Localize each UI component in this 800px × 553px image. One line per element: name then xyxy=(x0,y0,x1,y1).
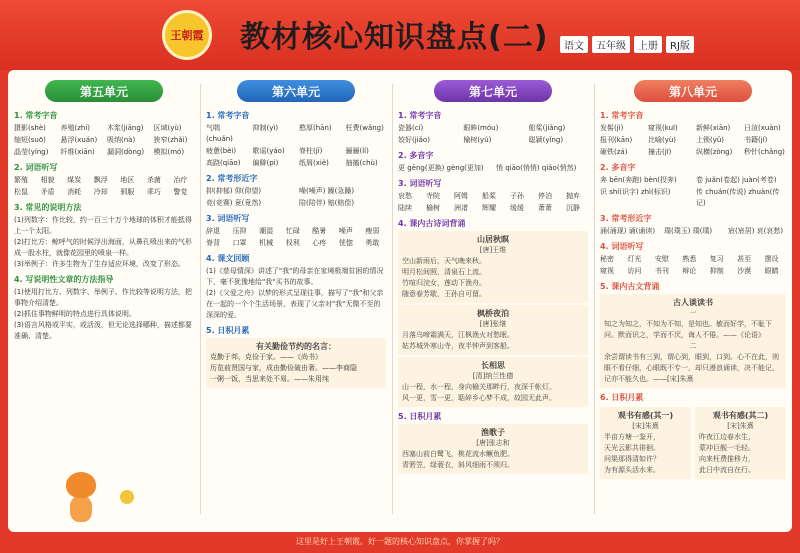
word-item: 机械 xyxy=(259,239,274,247)
poem-line: 明月松间照，清泉石上流。 xyxy=(402,268,486,276)
unit7-heading: 第七单元 xyxy=(434,80,552,102)
word-item: 访问 xyxy=(627,267,642,275)
unit8-prose-box xyxy=(600,294,786,388)
pinyin-item: 晶莹(yíng) xyxy=(14,148,49,156)
pinyin-item: 摄影(shè) xyxy=(14,124,46,132)
similar-char-item: 宸(宸居) 哀(哀愁) xyxy=(728,227,784,235)
pinyin-item: 榆树(yú) xyxy=(463,136,492,144)
word-item: 缓缓 xyxy=(510,204,524,212)
poem-author: [唐]王维 xyxy=(479,246,507,254)
column-divider xyxy=(392,84,393,514)
unit5-column xyxy=(14,80,194,526)
word-item: 抑制 xyxy=(709,267,724,275)
word-item: 摆设 xyxy=(764,255,779,263)
similar-char-item: 竞(竞赛) 竟(竟然) xyxy=(206,199,262,207)
unit6-heading: 第六单元 xyxy=(237,80,355,102)
word-item: 甚至 xyxy=(737,255,752,263)
poem-lines xyxy=(402,449,584,471)
poem-box xyxy=(398,231,588,303)
pinyin-item: 缩短(suō) xyxy=(14,136,46,144)
pinyin-item: 气喘(chuǎn) xyxy=(206,124,233,143)
poem-box xyxy=(695,407,786,479)
word-item: 恍惚 xyxy=(338,239,353,247)
word-item: 松鼠 xyxy=(14,188,28,196)
poem-line: 月落乌啼霜满天，江枫渔火对愁眠。 xyxy=(402,331,514,339)
unit6-section-pinyin: 1. 常考字音 xyxy=(206,111,250,120)
unit8-similar-grid xyxy=(600,226,786,237)
unit8-section-prose: 5. 课内古文背诵 xyxy=(600,282,660,291)
logo-text: 王朝霞 xyxy=(170,29,204,42)
poem-title: 观书有感(其二) xyxy=(712,411,769,420)
quote-line: 历览前贤国与家，成由勤俭破由奢。——李商隐 xyxy=(210,364,357,372)
word-item: 忙碌 xyxy=(285,227,300,235)
pinyin-item: 脊柱(jǐ) xyxy=(299,147,323,155)
method-item: (3)举例子：许多生物为了生存适应环境，改变了形态。 xyxy=(14,260,185,268)
fox-mascot-illustration xyxy=(60,470,102,524)
poem-line: 山一程，水一程，身向榆关那畔行，夜深千帐灯。 xyxy=(402,383,556,391)
unit6-pinyin-grid xyxy=(206,123,386,169)
pinyin-item: 瓷器(cí) xyxy=(398,124,424,132)
guide-item: (1)使用打比方、列数字、举例子、作比较等说明方法，把事物介绍清楚。 xyxy=(14,288,192,307)
prose-sub2: 二 xyxy=(689,342,697,350)
pinyin-item: 新鲜(xiān) xyxy=(696,124,731,132)
unit6-section-review: 4. 课文回顾 xyxy=(206,254,250,263)
word-item: 子孙 xyxy=(510,192,524,200)
similar-char-item: 涌(涌现) 诵(诵读) xyxy=(600,227,656,235)
pinyin-item: 偏僻(pì) xyxy=(252,159,279,167)
polyphone-item: 更 gēng(更换) gèng(更加) xyxy=(398,164,484,172)
similar-char-item: 陪(陪伴) 赔(赔偿) xyxy=(299,199,355,207)
word-item: 哀愁 xyxy=(398,192,412,200)
word-item: 乖巧 xyxy=(146,188,161,196)
unit7-section-poly: 2. 多音字 xyxy=(398,151,434,160)
word-item: 沙漠 xyxy=(737,267,752,275)
unit7-section-words: 3. 词语听写 xyxy=(398,179,442,188)
word-item: 酷暑 xyxy=(312,227,327,235)
tag-volume: 上册 xyxy=(634,36,662,53)
unit8-words-grid xyxy=(600,254,786,277)
tag-edition: RJ版 xyxy=(666,36,694,53)
word-item: 飘浮 xyxy=(93,176,108,184)
unit7-section-extra: 5. 日积月累 xyxy=(398,412,442,421)
unit5-section-words: 2. 词语听写 xyxy=(14,163,58,172)
unit6-section-quote: 5. 日积月累 xyxy=(206,326,250,335)
similar-char-item: 璞(璞玉) 璞(璞) xyxy=(664,227,713,235)
poem-line: 天光云影共徘徊。 xyxy=(604,444,660,452)
pinyin-item: 抽搐(chù) xyxy=(345,159,378,167)
pinyin-item: 眼眸(móu) xyxy=(463,124,499,132)
pinyin-item: 疲惫(bèi) xyxy=(206,147,237,155)
unit6-quote-box xyxy=(206,338,386,388)
unit7-section-pinyin: 1. 常考字音 xyxy=(398,111,442,120)
unit6-similar-grid xyxy=(206,186,386,209)
unit7-poems xyxy=(398,231,588,407)
word-item: 陆续 xyxy=(398,204,412,212)
unit6-review xyxy=(206,266,386,321)
poem-line: 此日中流自在行。 xyxy=(699,466,755,474)
word-item: 安慰 xyxy=(654,255,669,263)
pinyin-item: 日渲(xuàn) xyxy=(744,124,781,132)
poem-box xyxy=(600,407,691,479)
poem-line: 西塞山前白鹭飞，桃花流水鳜鱼肥。 xyxy=(402,450,514,458)
polyphone-item: 识 shí(识字) zhì(标识) xyxy=(600,188,671,196)
word-item: 沉静 xyxy=(566,204,580,212)
unit5-methods xyxy=(14,215,194,270)
poem-box xyxy=(398,305,588,355)
pinyin-item: 聪颖(yǐng) xyxy=(528,136,564,144)
word-item: 辉耀 xyxy=(482,204,496,212)
pinyin-item: 纤维(xiān) xyxy=(60,148,95,156)
word-item: 矛盾 xyxy=(40,188,55,196)
guide-item: (2)抓住事物鲜明的特点进行具体说明。 xyxy=(14,310,136,318)
pinyin-item: 憨厚(hān) xyxy=(299,124,332,132)
pinyin-item: 模拟(mó) xyxy=(153,148,185,156)
word-item: 勇敢 xyxy=(365,239,380,247)
review-item: (2)《父爱之舟》以梦的形式呈现往事，描写了"我"和父亲在一起的一个个生活场景，表现了父亲对"我"无微不至的深深的爱。 xyxy=(206,289,384,319)
pinyin-item: 漏洞(dòng) xyxy=(107,148,145,156)
prose-title: 古人谈读书 xyxy=(673,298,713,307)
unit7-column xyxy=(398,80,588,526)
page-title: 教材核心知识盘点(二) xyxy=(240,20,549,55)
word-item: 煤炭 xyxy=(67,176,82,184)
pinyin-item: 秒针(chǎng) xyxy=(744,148,785,156)
pinyin-item: 枉费(wǎng) xyxy=(345,124,384,132)
poem-line: 风一更，雪一更，聒碎乡心梦不成，故园无此声。 xyxy=(402,394,556,402)
tag-subject: 语文 xyxy=(560,36,588,53)
word-item: 辞退 xyxy=(206,227,220,235)
guide-item: (3)语言风格或平实，或活泼，但无论选择哪种，描述都要准确、清楚。 xyxy=(14,321,192,340)
poem-author: [宋]朱熹 xyxy=(727,422,754,430)
pinyin-item: 砸铁(zá) xyxy=(600,148,628,156)
similar-char-item: 抑(抑郁) 仰(仰望) xyxy=(206,187,262,195)
poem-line: 空山新雨后，天气晚来秋。 xyxy=(402,257,486,265)
word-item: 熟悉 xyxy=(682,255,697,263)
footer-text: 这里是好上王朝霞。好一题的核心知识盘点，你掌握了吗？ xyxy=(296,537,504,546)
unit6-section-similar: 2. 常考形近字 xyxy=(206,174,258,183)
quote-line: 克勤于邦，克俭于家。——《尚书》 xyxy=(210,353,322,361)
word-item: 窥视 xyxy=(600,267,614,275)
unit5-section-pinyin: 1. 常考字音 xyxy=(14,111,58,120)
unit6-column xyxy=(206,80,386,526)
poem-line: 问渠那得清如许？ xyxy=(604,455,660,463)
unit5-heading: 第五单元 xyxy=(45,80,163,102)
unit7-words-grid xyxy=(398,191,588,214)
unit7-extra-poem xyxy=(398,424,588,474)
method-item: (2)打比方：鲸呼气的时候浮出海面，从鼻孔喷出来的气形成一股水柱，就像花园里的喷泉一样。 xyxy=(14,238,192,257)
unit8-section-words: 4. 词语听写 xyxy=(600,242,644,251)
word-item: 治疗 xyxy=(173,176,188,184)
content-panel xyxy=(8,70,792,532)
unit5-guide xyxy=(14,287,194,342)
poem-title: 渔歌子 xyxy=(481,428,505,437)
poem-line: 随意春芳歇，王孙自可留。 xyxy=(402,290,486,298)
prose-text2: 余尝谓读书有三到，谓心到，眼到，口到。心不在此，则眼不看仔细，心眼既不专一，却只漫浪诵读，决不能记，记亦不能久也。——[宋]朱熹 xyxy=(604,353,779,383)
word-item: 驯服 xyxy=(120,188,135,196)
pinyin-item: 纸屑(xiè) xyxy=(299,159,329,167)
unit5-section-guide: 4. 写说明性文章的方法指导 xyxy=(14,275,114,284)
pinyin-item: 狭窄(zhǎi) xyxy=(153,136,188,144)
poem-title: 枫桥夜泊 xyxy=(477,309,509,318)
quote-lines xyxy=(210,352,382,385)
word-item: 辩论 xyxy=(682,267,697,275)
word-item: 压抑 xyxy=(232,227,247,235)
word-item: 地区 xyxy=(120,176,135,184)
word-item: 权利 xyxy=(285,239,300,247)
pinyin-item: 比喻(yù) xyxy=(648,136,677,144)
column-divider xyxy=(200,84,201,514)
word-item: 停泊 xyxy=(538,192,552,200)
word-item: 寺院 xyxy=(426,192,440,200)
pinyin-item: 养殖(zhí) xyxy=(60,124,91,132)
poem-line: 姑苏城外寒山寺，夜半钟声到客船。 xyxy=(402,342,514,350)
poem-title: 观书有感(其一) xyxy=(617,411,674,420)
poem-author: [清]纳兰性德 xyxy=(472,372,514,380)
word-item: 榆树 xyxy=(426,204,440,212)
pinyin-item: 报刊(kān) xyxy=(600,136,633,144)
word-item: 灯光 xyxy=(627,255,642,263)
header xyxy=(0,0,800,70)
poem-author: [唐]张继 xyxy=(479,320,507,328)
unit7-poly-grid xyxy=(398,163,588,174)
unit6-section-words: 3. 词语听写 xyxy=(206,214,250,223)
word-item: 相貌 xyxy=(40,176,55,184)
quote-line: 一粥一饭，当思来处不易。——朱用纯 xyxy=(210,375,329,383)
polyphone-item: 卷 juǎn(卷起) juàn(考卷) xyxy=(696,176,777,184)
prose-sub1: 一 xyxy=(689,309,697,317)
pinyin-item: 木浆(jiāng) xyxy=(107,124,144,132)
pinyin-item: 书籍(jí) xyxy=(744,136,768,144)
word-item: 瘦弱 xyxy=(365,227,380,235)
pinyin-item: 撞击(jī) xyxy=(648,148,672,156)
unit8-section-extra: 6. 日积月累 xyxy=(600,393,644,402)
unit8-section-poly: 2. 多音字 xyxy=(600,163,636,172)
word-item: 复习 xyxy=(709,255,724,263)
method-item: (1)列数字：作比较，约一百三十万个地球的体积才能抵得上一个太阳。 xyxy=(14,216,192,235)
poem-author: [宋]朱熹 xyxy=(632,422,659,430)
polyphone-item: 传 chuán(传说) zhuàn(传记) xyxy=(696,188,780,207)
unit8-heading: 第八单元 xyxy=(634,80,752,102)
pinyin-item: 纵横(zòng) xyxy=(696,148,733,156)
unit8-poly-grid xyxy=(600,175,786,209)
word-item: 繁殖 xyxy=(14,176,28,184)
pinyin-item: 吸纳(nà) xyxy=(107,136,136,144)
sun-illustration xyxy=(120,490,134,504)
unit5-section-methods: 3. 常见的说明方法 xyxy=(14,203,82,212)
poem-title: 长相思 xyxy=(481,361,505,370)
word-item: 秘密 xyxy=(600,255,614,263)
polyphone-item: 悄 qiāo(悄悄) qiǎo(悄然) xyxy=(496,164,577,172)
word-item: 噪声 xyxy=(338,227,353,235)
word-item: 萧萧 xyxy=(538,204,552,212)
word-item: 杀菌 xyxy=(146,176,161,184)
poem-line: 为有源头活水来。 xyxy=(604,466,660,474)
poem-line: 向来枉费推移力， xyxy=(699,455,755,463)
poem-title: 山居秋暝 xyxy=(477,235,509,244)
word-item: 冷却 xyxy=(93,188,108,196)
poem-box xyxy=(398,357,588,407)
unit5-words-grid xyxy=(14,175,194,198)
pinyin-item: 悬浮(xuán) xyxy=(60,136,98,144)
poem-line: 竹喧归浣女，莲动下渔舟。 xyxy=(402,279,486,287)
word-item: 潮湿 xyxy=(259,227,274,235)
edition-tags xyxy=(560,36,694,53)
unit7-section-poems: 4. 课内古诗词背诵 xyxy=(398,219,466,228)
poem-line: 半亩方塘一鉴开， xyxy=(604,433,660,441)
unit8-pinyin-grid xyxy=(600,123,786,158)
review-item: (1)《慈母情深》讲述了"我"的母亲在家境极端贫困的情况下，毫不犹豫地给"我"买书的故事。 xyxy=(206,267,384,286)
word-item: 警觉 xyxy=(173,188,188,196)
word-item: 消耗 xyxy=(67,188,82,196)
column-divider xyxy=(594,84,595,514)
polyphone-item: 奔 bēn(奔跑) bèn(投奔) xyxy=(600,176,677,184)
unit8-column xyxy=(600,80,786,526)
pinyin-item: 窥视(kuī) xyxy=(648,124,678,132)
unit8-section-similar: 3. 常考形近字 xyxy=(600,214,652,223)
poem-line: 青箬笠，绿蓑衣，斜风细雨不须归。 xyxy=(402,461,514,469)
unit7-pinyin-grid xyxy=(398,123,588,146)
pinyin-item: 上锁(yǔ) xyxy=(696,136,725,144)
pinyin-item: 高跷(qiāo) xyxy=(206,159,241,167)
unit8-section-pinyin: 1. 常考字音 xyxy=(600,111,644,120)
pinyin-item: 歌谣(yáo) xyxy=(252,147,285,155)
word-item: 书刊 xyxy=(654,267,669,275)
pinyin-item: 发髻(jì) xyxy=(600,124,624,132)
pinyin-item: 抑制(yì) xyxy=(252,124,279,132)
word-item: 阿姆 xyxy=(454,192,468,200)
pinyin-item: 骊骊(lí) xyxy=(345,147,369,155)
word-item: 眼睛 xyxy=(764,267,779,275)
word-item: 口罩 xyxy=(232,239,247,247)
quote-title: 有关勤俭节约的名言： xyxy=(256,342,336,351)
pinyin-item: 船桨(jiǎng) xyxy=(528,124,566,132)
pinyin-item: 姣好(jiǎo) xyxy=(398,136,430,144)
unit6-words-grid xyxy=(206,226,386,249)
word-item: 心疼 xyxy=(312,239,327,247)
pinyin-item: 区域(yù) xyxy=(153,124,182,132)
word-item: 洲渚 xyxy=(454,204,468,212)
word-item: 脊背 xyxy=(206,239,220,247)
poem-author: [唐]张志和 xyxy=(476,439,510,447)
unit5-pinyin-grid xyxy=(14,123,194,158)
brand-logo xyxy=(162,10,212,60)
word-item: 船桨 xyxy=(482,192,496,200)
prose-text1: 知之为知之，不知为不知，是知也。敏而好学，不耻下问。默而识之，学而不厌，诲人不倦。——《论语》 xyxy=(604,320,772,339)
poem-line: 昨夜江边春水生， xyxy=(699,433,755,441)
tag-grade: 五年级 xyxy=(592,36,630,53)
poem-line: 蒙冲巨舰一毛轻。 xyxy=(699,444,755,452)
unit8-poems xyxy=(600,405,786,479)
word-item: 抛弃 xyxy=(566,192,580,200)
similar-char-item: 噪(噪声) 躁(急躁) xyxy=(299,187,355,195)
